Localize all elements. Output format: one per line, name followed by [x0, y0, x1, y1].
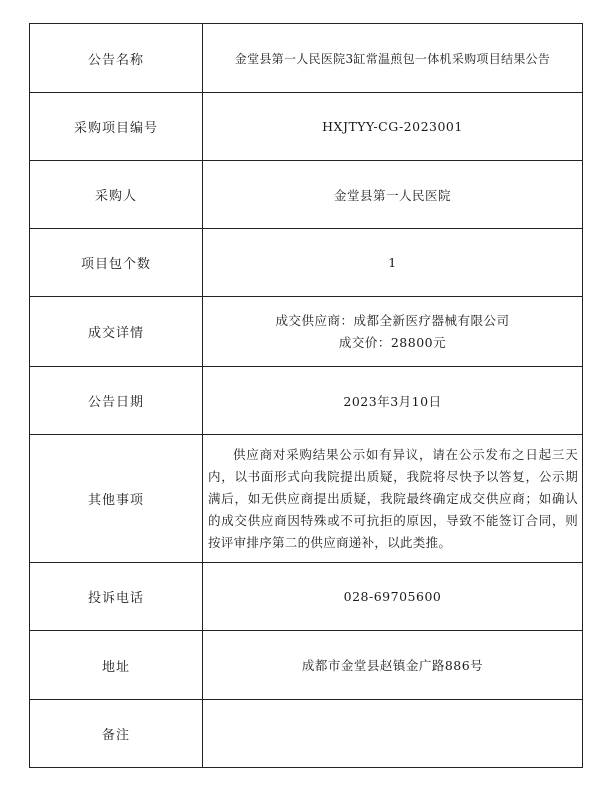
announcement-date-label: 公告日期	[30, 367, 203, 435]
row-project-number	[30, 93, 583, 161]
announcement-name-value: 金堂县第一人民医院3缸常温煎包一体机采购项目结果公告	[203, 24, 583, 93]
package-count-label: 项目包个数	[30, 229, 203, 297]
row-deal-details	[30, 297, 583, 367]
row-announcement-name	[30, 24, 583, 93]
other-matters-label: 其他事项	[30, 435, 203, 563]
deal-price-line: 成交价：28800元	[338, 334, 447, 350]
announcement-table	[29, 23, 583, 768]
announcement-date-value: 2023年3月10日	[203, 367, 583, 435]
deal-supplier-line: 成交供应商：成都全新医疗器械有限公司	[275, 312, 510, 328]
row-address	[30, 631, 583, 700]
project-number-label: 采购项目编号	[30, 93, 203, 161]
remarks-value	[203, 700, 583, 768]
row-package-count	[30, 229, 583, 297]
deal-details-label: 成交详情	[30, 297, 203, 367]
address-value: 成都市金堂县赵镇金广路886号	[203, 631, 583, 700]
complaint-phone-label: 投诉电话	[30, 563, 203, 631]
row-purchaser	[30, 161, 583, 229]
package-count-value: 1	[203, 229, 583, 297]
complaint-phone-value: 028-69705600	[203, 563, 583, 631]
deal-details-value	[203, 297, 583, 367]
remarks-label: 备注	[30, 700, 203, 768]
row-announcement-date	[30, 367, 583, 435]
purchaser-label: 采购人	[30, 161, 203, 229]
other-matters-text: 供应商对采购结果公示如有异议，请在公示发布之日起三天内，以书面形式向我院提出质疑，我院将尽快予以答复，公示期满后，如无供应商提出质疑，我院最终确定成交供应商；如确认的成交供应商因特殊或不可抗拒的原因，导致不能签订合同，则按评审排序第二的供应商递补，以此类推。	[208, 446, 578, 550]
row-complaint-phone	[30, 563, 583, 631]
project-number-value: HXJTYY-CG-2023001	[203, 93, 583, 161]
announcement-name-label: 公告名称	[30, 24, 203, 93]
other-matters-value	[203, 435, 583, 563]
row-other-matters	[30, 435, 583, 563]
purchaser-value: 金堂县第一人民医院	[203, 161, 583, 229]
row-remarks	[30, 700, 583, 768]
address-label: 地址	[30, 631, 203, 700]
